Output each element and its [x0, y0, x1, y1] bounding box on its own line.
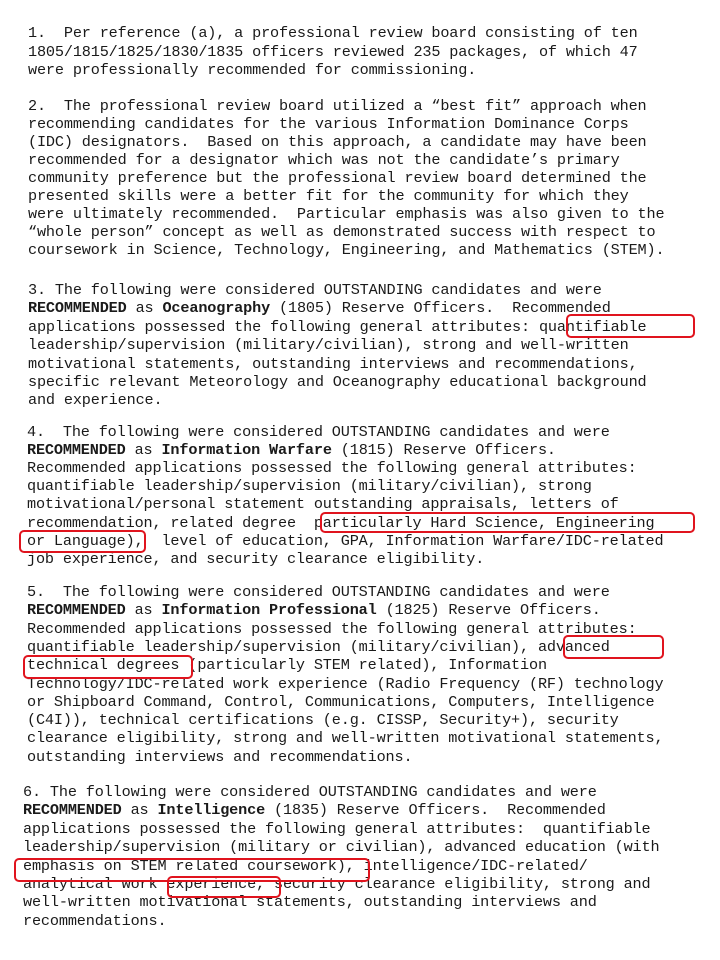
text-run: (IDC) designators. Based on this approach, a candidate may have been [28, 133, 647, 151]
text-run: were ultimately recommended. Particular emphasis was also given to the [28, 205, 665, 223]
text-run: recommending candidates for the various Information Dominance Corps [28, 115, 629, 133]
text-line [28, 373, 647, 391]
text-run: as [121, 801, 158, 820]
text-run: applications possessed the following general attributes: quantifiable [28, 317, 647, 336]
text-run: 6. The following were considered OUTSTANDING candidates and were [23, 783, 597, 801]
text-run: job experience, and security clearance eligibility. [27, 549, 485, 568]
text-run: presented skills were a better fit for the community for which they [28, 187, 629, 205]
highlight-box [566, 314, 695, 338]
bold-term: Oceanography [162, 299, 271, 318]
text-line [28, 151, 620, 169]
text-line [28, 355, 638, 373]
text-run: clearance eligibility, strong and well-written motivational statements, [27, 729, 664, 748]
text-line [28, 241, 664, 259]
text-run: and experience. [28, 391, 163, 410]
highlight-box [23, 655, 193, 679]
text-run: leadership/supervision (military or civilian), advanced education (with [23, 838, 660, 857]
bold-term: Information Professional [161, 601, 377, 620]
text-line [28, 97, 647, 115]
text-run: or Language), level of education, GPA, Information Warfare/IDC-related [27, 531, 664, 550]
text-line [28, 299, 611, 317]
text-run: were professionally recommended for commissioning. [28, 61, 477, 80]
text-run: (1805) Reserve Officers. Recommended [270, 299, 611, 318]
text-line [27, 748, 412, 766]
text-line [23, 820, 650, 838]
text-run: (1825) Reserve Officers. [376, 601, 601, 620]
bold-term: Information Warfare [161, 441, 332, 460]
text-run: recommended for a designator which was not the candidate’s primary [28, 151, 620, 169]
text-run: (1815) Reserve Officers. [331, 441, 556, 460]
text-run: “whole person” concept as well as demonstrated success with respect to [28, 223, 656, 241]
text-run: motivational statements, outstanding interviews and recommendations, [28, 354, 638, 373]
text-line [27, 477, 592, 495]
text-run: outstanding interviews and recommendations. [27, 747, 413, 766]
highlight-box [563, 635, 664, 659]
text-run: 2. The professional review board utilized a “best fit” approach when [28, 97, 647, 115]
text-run: technical degrees (particularly STEM related), Information [27, 656, 547, 675]
text-run: as [125, 601, 162, 620]
text-run: coursework in Science, Technology, Engineering, and Mathematics (STEM). [28, 241, 665, 259]
text-line [28, 61, 476, 79]
text-line [28, 318, 647, 336]
text-line [27, 459, 637, 477]
text-run: (1835) Reserve Officers. Recommended [265, 801, 606, 820]
text-line [27, 638, 610, 656]
text-run: well-written motivational statements, outstanding interviews and [23, 893, 597, 912]
text-line [28, 336, 629, 354]
highlight-box [19, 530, 146, 553]
text-line [23, 801, 606, 819]
text-line [23, 893, 597, 911]
text-line [28, 24, 638, 42]
text-line [27, 620, 637, 638]
text-line [27, 601, 601, 619]
text-run: quantifiable leadership/supervision (military/civilian), strong [27, 477, 592, 496]
text-line [27, 583, 610, 601]
bold-term: RECOMMENDED [27, 441, 126, 460]
text-run: 1. Per reference (a), a professional review board consisting of ten [28, 24, 638, 42]
bold-term: RECOMMENDED [28, 299, 127, 318]
text-line [27, 423, 610, 441]
text-run: applications possessed the following general attributes: quantifiable [23, 819, 651, 838]
text-line [28, 187, 629, 205]
highlight-box [320, 512, 695, 533]
text-line [23, 783, 597, 801]
text-line [28, 205, 664, 223]
text-line [27, 711, 619, 729]
text-run: 1805/1815/1825/1830/1835 officers reviewed 235 packages, of which 47 [28, 42, 638, 61]
bold-term: RECOMMENDED [27, 601, 126, 620]
text-run: 3. The following were considered OUTSTANDING candidates and were [28, 281, 602, 299]
text-line [27, 441, 556, 459]
text-run: emphasis on STEM related coursework), intelligence/IDC-related/ [23, 856, 588, 875]
text-run: Recommended applications possessed the following general attributes: [27, 459, 637, 478]
text-run: recommendation, related degree particularly Hard Science, Engineering [27, 513, 655, 532]
text-run: as [126, 299, 163, 318]
text-run: community preference but the professional review board determined the [28, 169, 647, 187]
text-run: specific relevant Meteorology and Oceanography educational background [28, 373, 647, 391]
text-run: analytical work experience, security clearance eligibility, strong and [23, 875, 651, 893]
highlight-box [167, 876, 281, 898]
text-run: (C4I)), technical certifications (e.g. CISSP, Security+), security [27, 711, 619, 730]
text-run: quantifiable leadership/supervision (military/civilian), advanced [27, 637, 610, 656]
text-run: 4. The following were considered OUTSTANDING candidates and were [27, 423, 610, 441]
text-line [28, 43, 638, 61]
text-line [27, 693, 654, 711]
text-line [23, 838, 659, 856]
text-run: as [125, 441, 162, 460]
bold-term: Intelligence [157, 801, 266, 820]
text-line [27, 729, 663, 747]
text-line [28, 223, 655, 241]
bold-term: RECOMMENDED [23, 801, 122, 820]
text-line [28, 281, 602, 299]
text-line [28, 391, 162, 409]
text-run: motivational/personal statement outstanding appraisals, letters of [27, 495, 619, 514]
text-run: recommendations. [23, 911, 167, 930]
text-line [28, 133, 647, 151]
text-run: leadership/supervision (military/civilian), strong and well-written [28, 336, 629, 355]
text-run: Recommended applications possessed the following general attributes: [27, 619, 637, 638]
text-run: or Shipboard Command, Control, Communications, Computers, Intelligence [27, 692, 655, 711]
text-line [28, 169, 647, 187]
text-line [23, 912, 166, 930]
text-line [28, 115, 629, 133]
text-run: Technology/IDC-related work experience (Radio Frequency (RF) technology [27, 674, 664, 693]
text-line [27, 495, 619, 513]
text-run: 5. The following were considered OUTSTANDING candidates and were [27, 583, 610, 601]
